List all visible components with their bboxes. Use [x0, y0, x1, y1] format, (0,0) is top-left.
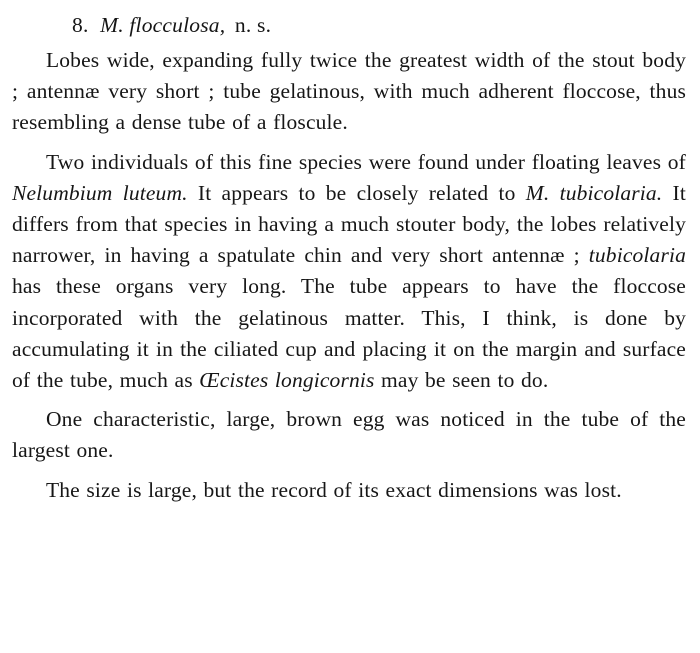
text-run: Lobes wide, expanding fully twice the greatest width of the stout body ; antennæ very short ; tube gelatinous, with much adherent floccose, thus resembling a dense tube of a floscule.: [12, 48, 686, 135]
italic-text: Nelumbium luteum.: [12, 180, 188, 205]
text-run: One characteristic, large, brown egg was noticed in the tube of the largest one.: [12, 407, 686, 463]
body-text: [12, 45, 686, 506]
paragraph: [12, 45, 686, 139]
text-run: It differs from that species in having a much stouter body, the lobes relatively narrower, in having a spatulate chin and very short antennæ ;: [12, 180, 686, 268]
species-number: 8.: [72, 13, 89, 37]
paragraph: [12, 147, 686, 397]
text-run: has these organs very long. The tube appears to have the floccose incorporated with the gelatinous matter. This, I think, is done by accumulating it in the ciliated cup and placing it on the margin and surface of the tube, much as: [12, 274, 686, 393]
text-run: It appears to be closely related to: [187, 180, 526, 205]
species-name: M. flocculosa,: [100, 13, 226, 37]
species-heading: [72, 10, 686, 41]
italic-text: M. tubicolaria.: [525, 180, 663, 205]
text-run: The size is large, but the record of its exact dimensions was lost.: [46, 477, 622, 502]
text-run: may be seen to do.: [374, 368, 549, 393]
paragraph: [12, 404, 686, 466]
paragraph: [12, 475, 686, 506]
species-suffix: n. s.: [234, 13, 272, 37]
italic-text: tubicolaria: [588, 243, 686, 268]
italic-text: Œcistes longicornis: [199, 368, 375, 393]
text-run: Two individuals of this fine species were found under floating leaves of: [46, 149, 686, 174]
